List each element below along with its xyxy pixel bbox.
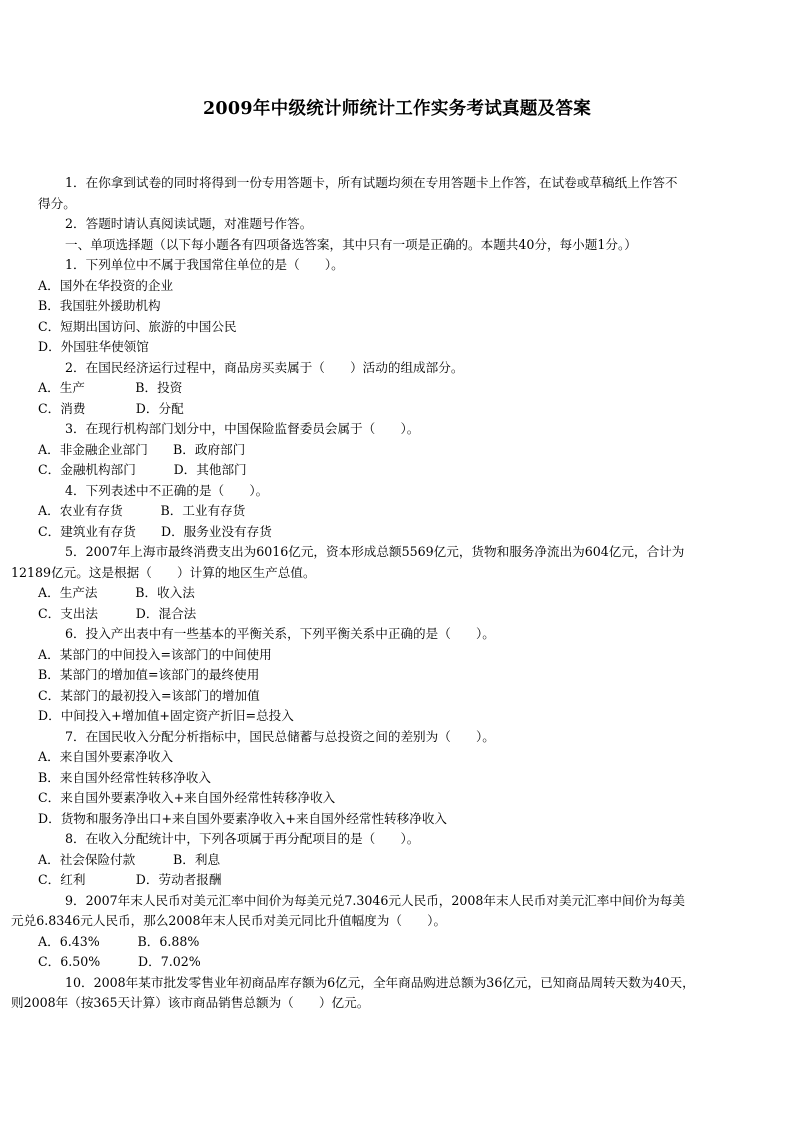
option-line: A．农业有存货 B．工业有存货	[38, 503, 246, 518]
question-stem: 6．投入产出表中有一些基本的平衡关系，下列平衡关系中正确的是（ ）。	[65, 626, 495, 641]
option-line: A．6.43% B．6.88%	[38, 933, 200, 949]
instruction-line: 1．在你拿到试卷的同时将得到一份专用答题卡，所有试题均须在专用答题卡上作答，在试卷或草稿纸上作答不	[65, 175, 678, 190]
option-line: C．某部门的最初投入=该部门的增加值	[38, 687, 260, 703]
question-stem: 9．2007年末人民币对美元汇率中间价为每美元兑7.3046元人民币，2008年末人民币对美元汇率中间价为每美	[65, 892, 685, 908]
option-line: C．来自国外要素净收入+来自国外经常性转移净收入	[38, 790, 336, 805]
option-line: B．我国驻外援助机构	[38, 298, 161, 313]
question-stem: 4．下列表述中不正确的是（ ）。	[65, 482, 269, 498]
option-line: C．红利 D．劳动者报酬	[38, 872, 222, 887]
section-heading: 一、单项选择题（以下每小题各有四项备选答案，其中只有一项是正确的。本题共40分，每小题1分。）	[65, 236, 637, 252]
option-line: B．某部门的增加值=该部门的最终使用	[38, 667, 260, 682]
question-stem: 1．下列单位中不属于我国常住单位的是（ ）。	[65, 257, 344, 272]
option-line: A．生产 B．投资	[38, 380, 183, 395]
option-line: D．货物和服务净出口+来自国外要素净收入+来自国外经常性转移净收入	[38, 810, 448, 826]
question-stem: 12189亿元。这是根据（ ）计算的地区生产总值。	[11, 564, 316, 580]
exam-body	[11, 173, 765, 1014]
page-title: 2009年中级统计师统计工作实务考试真题及答案	[202, 99, 592, 119]
instruction-line: 2．答题时请认真阅读试题，对准题号作答。	[65, 216, 313, 231]
option-line: D．外国驻华使领馆	[38, 339, 149, 354]
option-line: C．支出法 D．混合法	[38, 605, 197, 621]
option-line: C．金融机构部门 D．其他部门	[38, 462, 247, 477]
option-line: C．消费 D．分配	[38, 400, 184, 416]
option-line: A．国外在华投资的企业	[38, 277, 174, 293]
option-line: A．社会保险付款 B．利息	[38, 851, 221, 867]
question-stem: 则2008年（按365天计算）该市商品销售总额为（ ）亿元。	[11, 995, 370, 1010]
option-line: C．建筑业有存货 D．服务业没有存货	[38, 523, 272, 539]
option-line: C．短期出国访问、旅游的中国公民	[38, 318, 237, 334]
question-stem: 3．在现行机构部门划分中，中国保险监督委员会属于（ ）。	[65, 421, 420, 436]
option-line: A．非金融企业部门 B．政府部门	[38, 441, 246, 457]
question-stem: 7．在国民收入分配分析指标中，国民总储蓄与总投资之间的差别为（ ）。	[65, 728, 495, 744]
option-line: A．某部门的中间投入=该部门的中间使用	[38, 646, 272, 662]
question-stem: 2．在国民经济运行过程中，商品房买卖属于（ ）活动的组成部分。	[65, 359, 464, 375]
question-stem: 5．2007年上海市最终消费支出为6016亿元，资本形成总额5569亿元，货物和服务净流出为604亿元，合计为	[65, 544, 685, 559]
option-line: C．6.50% D．7.02%	[38, 954, 201, 969]
question-stem: 元兑6.8346元人民币，那么2008年末人民币对美元同比升值幅度为（ ）。	[11, 913, 447, 928]
option-line: A．生产法 B．收入法	[38, 585, 195, 600]
question-stem: 10．2008年某市批发零售业年初商品库存额为6亿元，全年商品购进总额为36亿元，已知商品周转天数为40天，	[65, 974, 695, 990]
option-line: B．来自国外经常性转移净收入	[38, 769, 211, 785]
option-line: D．中间投入+增加值+固定资产折旧=总投入	[38, 708, 294, 723]
instruction-line: 得分。	[38, 195, 76, 211]
option-line: A．来自国外要素净收入	[38, 749, 174, 764]
question-stem: 8．在收入分配统计中，下列各项属于再分配项目的是（ ）。	[65, 831, 420, 846]
